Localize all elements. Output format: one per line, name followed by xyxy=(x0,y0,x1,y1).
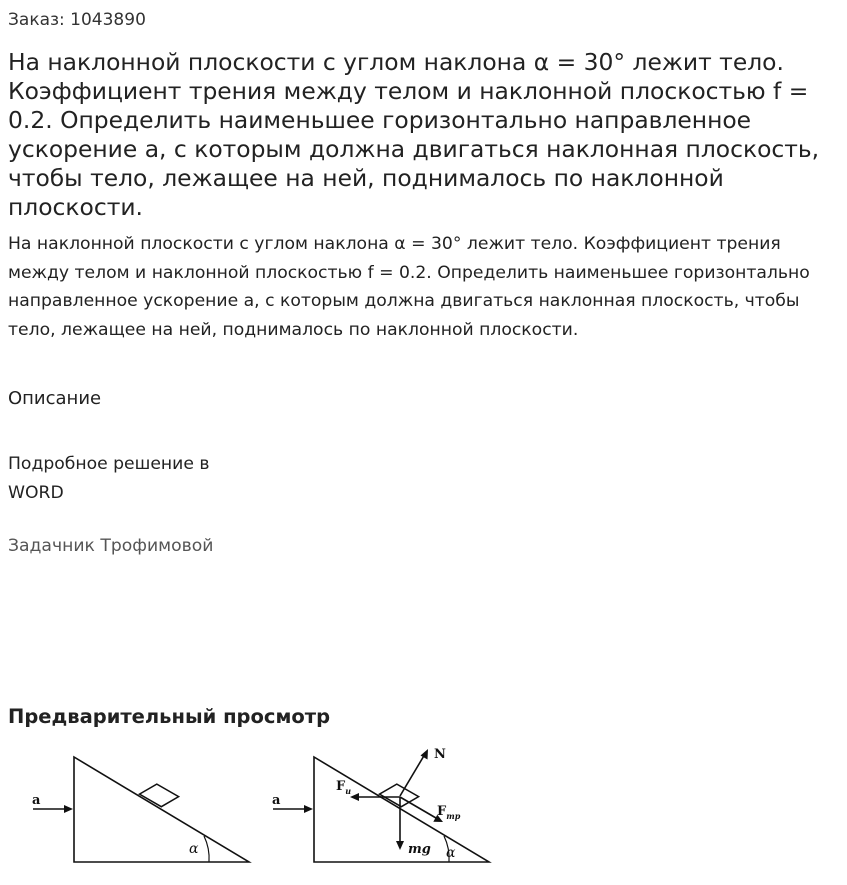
left-angle-arc xyxy=(204,836,209,862)
left-angle-label: α xyxy=(189,841,199,857)
friction-force-arrow xyxy=(400,797,436,818)
left-incline-triangle xyxy=(74,757,249,862)
left-acceleration-label: a xyxy=(32,793,41,808)
friction-force-symbol: F xyxy=(437,804,447,819)
normal-force-arrowhead xyxy=(421,749,429,760)
preview-heading: Предварительный просмотр xyxy=(8,705,331,728)
inclined-plane-figure xyxy=(20,740,500,870)
gravity-arrowhead xyxy=(396,841,404,850)
right-angle-label: α xyxy=(446,845,456,861)
inertial-force-symbol: F xyxy=(336,779,346,794)
gravity-label: mg xyxy=(408,842,431,857)
inertial-force-label xyxy=(336,779,351,796)
right-diagram xyxy=(272,747,489,862)
friction-force-label xyxy=(437,804,461,821)
friction-force-subscript: тр xyxy=(446,811,461,821)
problem-title: На наклонной плоскости с углом наклона α = 30° лежит тело. Коэффициент трения между телом и наклонной плоскостью f = 0.2. Определить наименьшее горизонтально направленное ускорение a, с которым должна двигаться наклонная плоскость, чтобы тело, лежащее на ней, поднималось по наклонной плоскости. xyxy=(8,48,820,221)
left-acceleration-arrowhead xyxy=(64,805,73,813)
preview-figure xyxy=(20,740,500,870)
problem-text: На наклонной плоскости с углом наклона α = 30° лежит тело. Коэффициент трения между телом и наклонной плоскостью f = 0.2. Определить наименьшее горизонтально направленное ускорение a, с которым должна двигаться наклонная плоскость, чтобы тело, лежащее на ней, поднималось по наклонной плоскости. xyxy=(8,234,810,340)
inertial-force-subscript: и xyxy=(345,786,352,796)
inertial-force-arrowhead xyxy=(350,793,359,801)
right-acceleration-arrowhead xyxy=(304,805,313,813)
right-acceleration-label: a xyxy=(272,793,281,808)
normal-force-label: N xyxy=(434,747,446,762)
description-label: Описание xyxy=(8,388,102,409)
order-id: Заказ: 1043890 xyxy=(8,10,146,30)
right-block xyxy=(380,784,419,807)
solution-format: Подробное решение в WORD xyxy=(8,454,210,503)
left-diagram xyxy=(32,757,249,862)
normal-force-arrow xyxy=(400,754,425,796)
source-book[interactable]: Задачник Трофимовой xyxy=(8,536,214,556)
left-block xyxy=(140,784,179,807)
